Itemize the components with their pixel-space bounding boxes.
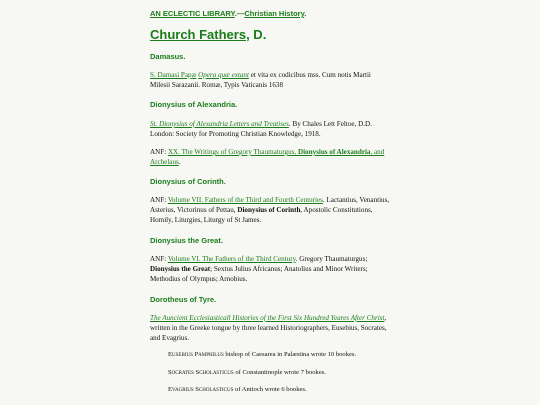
link-damasus-papae[interactable]: S. Damasi Papæ bbox=[150, 71, 197, 79]
text-socrates: of Constantinople wrote 7 bookes. bbox=[233, 369, 326, 376]
link-volume-vi[interactable]: Volume VI. The Fathers of the Third Century bbox=[167, 255, 296, 263]
text-corinth-1: . Lactantius, Venantius, Asterius, Victorinus of Pettau, bbox=[150, 196, 390, 214]
link-auncient-histories[interactable] bbox=[150, 314, 384, 322]
link-gregory-thaumaturgus[interactable] bbox=[150, 148, 384, 166]
link-gregory-thaumaturgus-end: , and Archelaus bbox=[150, 148, 385, 166]
name-eusebius: Eusebius Pamphilus bbox=[168, 351, 224, 358]
anf-prefix: ANF: bbox=[150, 255, 168, 263]
text-great-1: . Gregory Thaumaturgus; bbox=[295, 255, 368, 263]
text-damasus: et vita ex codicibus mss. Cum notis Martii Milesii Sarazanii. Romæ, Typis Vaticanis 1638 bbox=[150, 71, 371, 89]
breadcrumb-library-link[interactable]: AN ECLECTIC LIBRARY bbox=[150, 9, 235, 18]
heading-dorotheus: Dorotheus of Tyre. bbox=[150, 295, 217, 304]
link-volume-vii[interactable]: Volume VII. Fathers of the Third and Fourth Centuries bbox=[167, 196, 323, 204]
anf-end: . bbox=[178, 158, 181, 166]
entry-dionysius-corinth bbox=[150, 195, 390, 225]
text-dionysius-alexandria: . By Chales Lett Feltoe, D.D. London: Society for Promoting Christian Knowledge, 1918. bbox=[150, 120, 372, 138]
breadcrumb bbox=[150, 9, 306, 18]
heading-dionysius-alexandria: Dionysius of Alexandria. bbox=[150, 100, 238, 109]
heading-damasus: Damasus. bbox=[150, 52, 186, 61]
link-gregory-thaumaturgus-bold: Dionysius of Alexandria bbox=[297, 148, 371, 156]
link-damasus-opera-text: Opera quæ extant bbox=[198, 71, 249, 79]
dorotheus-line-eusebius bbox=[168, 350, 356, 360]
text-corinth-2: , Apostolic Constitutions, Homily, Liturgies, Liturgy of St James. bbox=[150, 206, 373, 224]
text-eusebius: bishop of Caesarea in Palæstina wrote 10 bookes. bbox=[223, 351, 357, 358]
heading-dionysius-corinth: Dionysius of Corinth. bbox=[150, 177, 226, 186]
dorotheus-line-socrates bbox=[168, 368, 326, 378]
anf-prefix: ANF: bbox=[150, 196, 168, 204]
heading-dionysius-great: Dionysius the Great. bbox=[150, 236, 223, 245]
name-socrates: Socrates Scholasticus bbox=[168, 369, 234, 376]
entry-dionysius-alexandria-anf bbox=[150, 147, 390, 167]
text-evagrius: of Antioch wrote 6 bookes. bbox=[233, 386, 307, 393]
link-damasus-opera[interactable] bbox=[198, 71, 249, 79]
dorotheus-line-evagrius bbox=[168, 385, 307, 395]
page-title-link[interactable]: Church Fathers bbox=[150, 27, 247, 42]
page-title-rest: , D. bbox=[246, 27, 267, 42]
entry-dorotheus bbox=[150, 313, 390, 343]
bold-great: Dionysius the Great bbox=[150, 265, 211, 273]
breadcrumb-end: . bbox=[304, 9, 307, 18]
entry-dionysius-alexandria bbox=[150, 119, 390, 139]
text-great-2: ; Sextus Julius Africanus; Anatolius and Minor Writers; Methodius of Olympus; Arnobius. bbox=[150, 265, 368, 283]
anf-prefix: ANF: bbox=[150, 148, 168, 156]
text-dorotheus: , written in the Greeke tongue by three learned Historiographers, Eusebius, Socrates, and Evagrius. bbox=[150, 314, 387, 342]
link-gregory-thaumaturgus-text: XX. The Writings of Gregory Thaumaturgus, bbox=[167, 148, 298, 156]
link-dionysius-alexandria-letters[interactable] bbox=[150, 120, 289, 128]
page-title bbox=[150, 27, 266, 42]
entry-damasus bbox=[150, 70, 390, 90]
breadcrumb-separator: .— bbox=[234, 9, 245, 18]
entry-dionysius-great bbox=[150, 254, 390, 284]
name-evagrius: Evagrius Scholasticus bbox=[168, 386, 234, 393]
breadcrumb-section-link[interactable]: Christian History bbox=[244, 9, 305, 18]
bold-corinth: Dionysius of Corinth bbox=[237, 206, 301, 214]
link-auncient-histories-text: The Auncient Ecclesiasticall Histories of the First Six Hundred Yeares After Christ bbox=[150, 314, 385, 322]
link-dionysius-alexandria-letters-text: St. Dionysius of Alexandria Letters and Treatises bbox=[150, 120, 289, 128]
